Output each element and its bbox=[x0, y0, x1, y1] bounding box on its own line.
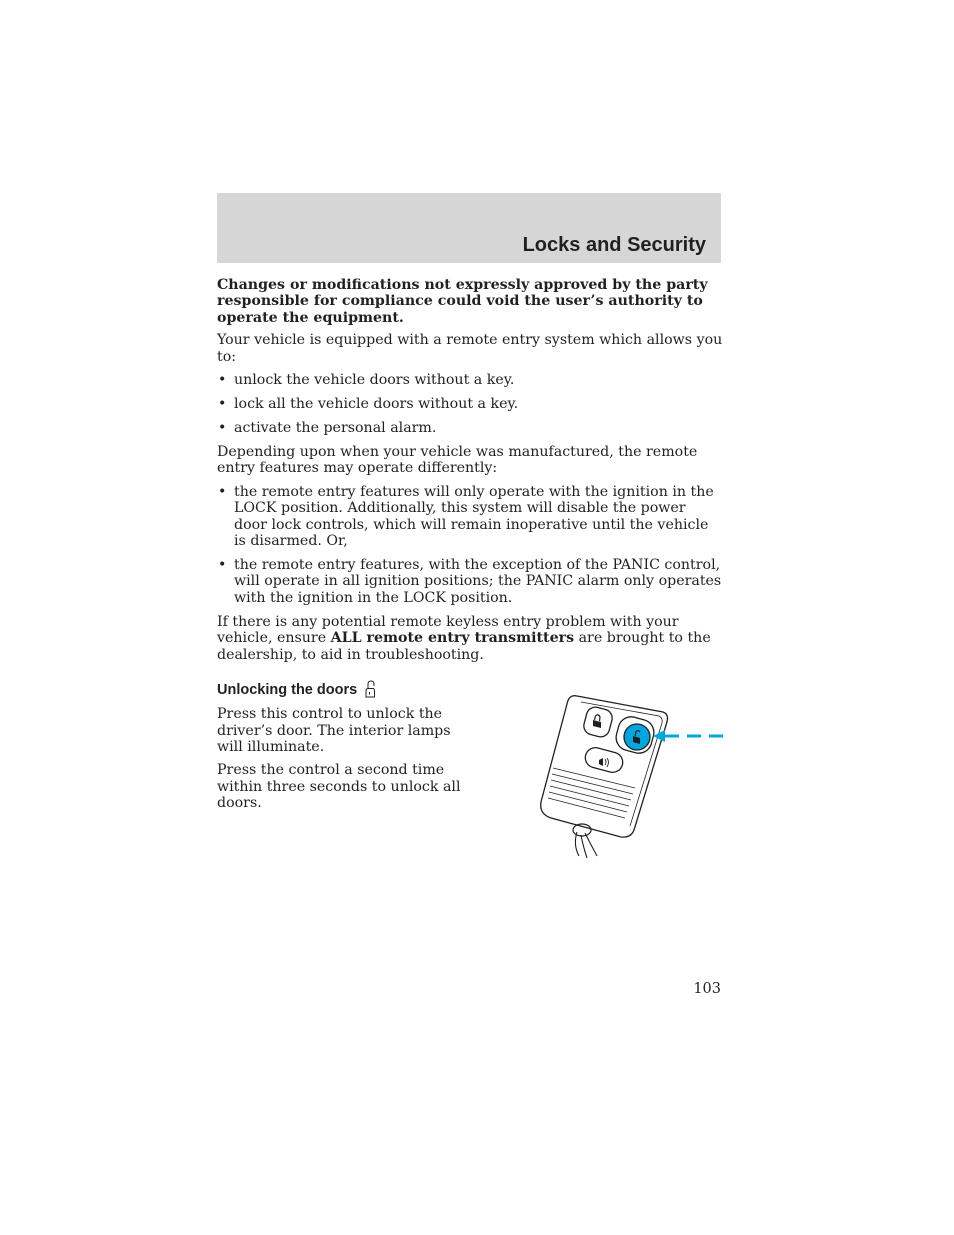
unlock-all-paragraph: Press the control a second time within three seconds to unlock all doors. bbox=[217, 762, 461, 812]
list-item: • the remote entry features will only operate with the ignition in the LOCK position. Additionally, this system will disable the power door lock controls, which will remain inoperative until the vehicle is disarmed. Or, bbox=[218, 483, 714, 550]
key-fob-illustration bbox=[535, 690, 725, 860]
remote-entry-intro: Your vehicle is equipped with a remote entry system which allows you to: bbox=[217, 332, 723, 365]
transmitters-emphasis: ALL remote entry transmitters bbox=[330, 630, 575, 647]
section-title: Locks and Security bbox=[522, 234, 706, 256]
unlocking-text bbox=[217, 706, 477, 811]
compliance-warning: Changes or modifications not expressly approved by the party responsible for compliance could void the user’s authority to operate the equipment. bbox=[217, 277, 708, 326]
list-item: • activate the personal alarm. bbox=[218, 420, 437, 437]
list-item: • the remote entry features, with the exception of the PANIC control, will operate in all ignition positions; the PANIC alarm only operates with the ignition in the LOCK position. bbox=[218, 557, 722, 606]
unlocking-heading: Unlocking the doors bbox=[217, 680, 723, 698]
unlock-driver-paragraph: Press this control to unlock the driver’s door. The interior lamps will illuminate. bbox=[217, 706, 451, 755]
remote-entry-features-list bbox=[217, 372, 723, 436]
manufacture-variants-list bbox=[217, 484, 723, 606]
manufacture-intro: Depending upon when your vehicle was manufactured, the remote entry features may operate differently: bbox=[217, 444, 698, 477]
unlock-icon bbox=[362, 680, 376, 698]
troubleshooting-paragraph: If there is any potential remote keyless entry problem with your vehicle, ensure ALL remote entry transmitters are brought to the dealership, to aid in troubleshooting. bbox=[217, 613, 711, 663]
page-number: 103 bbox=[693, 981, 721, 997]
list-item: • unlock the vehicle doors without a key. bbox=[218, 372, 515, 389]
list-item: • lock all the vehicle doors without a key. bbox=[218, 396, 519, 413]
section-header-band bbox=[217, 193, 721, 263]
